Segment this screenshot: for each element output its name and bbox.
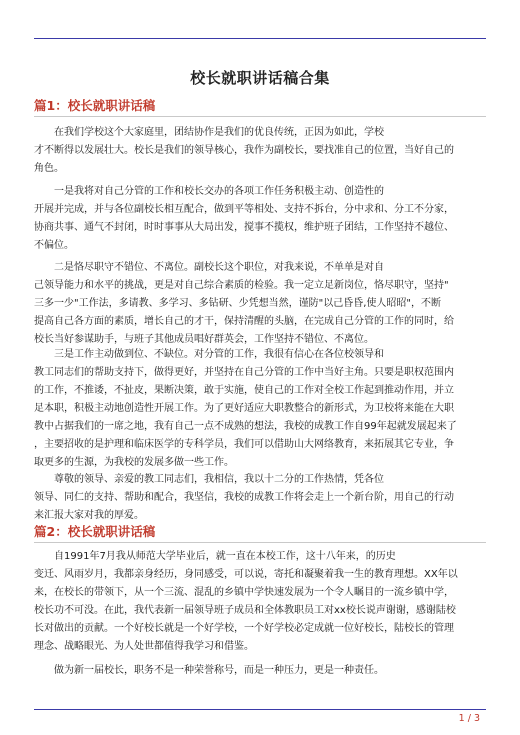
text-line: 开展并完成，并与各位副校长相互配合，做到平等相处、支持不拆台，分中求和、分工不分家， <box>34 204 454 215</box>
section-heading-1: 篇1：校长就职讲话稿 <box>34 96 486 117</box>
text-line: 尊敬的领导、亲爱的教工同志们，我相信，我以十二分的工作热情，凭各位 <box>54 474 384 485</box>
text-line: 取更多的生源，为我校的发展多做一些工作。 <box>34 457 234 468</box>
text-line: 领导、同仁的支持、帮助和配合，我坚信，我校的成教工作将会走上一个新台阶，用自己的行动 <box>34 492 454 503</box>
text-line: 来汇报大家对我的厚爱。 <box>34 510 144 521</box>
text-line: 协商共事、通气不封闭，时时事事从大局出发，搅事不揽权，维护班子团结，工作坚持不越位、 <box>34 222 454 233</box>
text-line: 校长功不可没。在此，我代表新一届领导班子成员和全体教职员工对xx校长说声谢谢，感谢陆校 <box>34 605 456 616</box>
text-line: 角色。 <box>34 163 64 174</box>
text-line: 才不断得以发展壮大。校长是我们的领导核心，我作为副校长，要找准自己的位置，当好自己的 <box>34 145 454 156</box>
document-title: 校长就职讲话稿合集 <box>190 69 330 87</box>
header-rule <box>34 38 486 39</box>
paragraph <box>34 124 486 178</box>
paragraph <box>34 183 486 255</box>
text-line: 长对做出的贡献。一个好校长就是一个好学校，一个好学校必定成就一位好校长，陆校长的管理 <box>34 623 454 634</box>
text-line: 教中占据我们的一席之地，我有自己一点不成熟的想法，我校的成教工作自99年起就发展起来了 <box>34 421 457 432</box>
text-line: 自1991年7月我从师范大学毕业后，就一直在本校工作，这十八年来，的历史 <box>54 551 396 562</box>
text-line: 校长当好参谋助手，与班子其他成员唱好群英会，工作坚持不错位、不离位。 <box>34 334 374 345</box>
text-line: 己领导能力和水平的挑战，更是对自己综合素质的检验。我一定立足新岗位，恪尽职守，坚持" <box>34 280 449 291</box>
text-line: 变迁、风雨岁月，我都亲身经历，身同感受，可以说，寄托和凝聚着我一生的教育理想。XX年以 <box>34 569 458 580</box>
paragraph <box>34 259 486 349</box>
text-line: 做为新一届校长，职务不是一种荣誉称号，而是一种压力，更是一种责任。 <box>54 665 384 676</box>
paragraph <box>34 471 486 525</box>
text-line: 三是工作主动做到位、不缺位。对分管的工作，我很有信心在各位校领导和 <box>54 349 384 360</box>
text-line: 一是我将对自己分管的工作和校长交办的各项工作任务积极主动、创造性的 <box>54 186 384 197</box>
text-line: 不偏位。 <box>34 240 74 251</box>
text-line: 三多一少"工作法，多请教、多学习、多钻研、少凭想当然，谨防"以己昏昏,使人昭昭"，不断 <box>34 298 441 309</box>
text-line: 理念、战略眼光、为人处世都值得我学习和借鉴。 <box>34 641 254 652</box>
text-line: ，主要招收的是护理和临床医学的专科学员，我们可以借助山大网络教育，来拓展其它专业，争 <box>34 439 454 450</box>
text-line: 足本职，积极主动地创造性开展工作。为了更好适应大职教整合的新形式，为卫校将来能在大职 <box>34 403 454 414</box>
text-line: 的工作，不推诿，不扯皮，果断决策，敢于实施，使自己的工作对全校工作起到推动作用，并立 <box>34 385 454 396</box>
text-line: 提高自己各方面的素质，增长自己的才干，保持清醒的头脑，在完成自己分管的工作的同时，给 <box>34 316 454 327</box>
text-line: 来，在校长的带领下，从一个三流、混乱的乡镇中学快速发展为一个令人瞩目的一流乡镇中学， <box>34 587 454 598</box>
text-line: 教工同志们的帮助支持下，做得更好，并坚持在自己分管的工作中当好主角。只要是职权范围内 <box>34 367 454 378</box>
paragraph <box>34 662 486 680</box>
footer-rule <box>34 709 486 710</box>
text-line: 二是恪尽职守不错位、不离位。副校长这个职位，对我来说，不单单是对自 <box>54 262 384 273</box>
paragraph <box>34 548 486 656</box>
paragraph <box>34 346 486 472</box>
section-heading-2: 篇2：校长就职讲话稿 <box>34 522 486 543</box>
text-line: 在我们学校这个大家庭里，团结协作是我们的优良传统，正因为如此，学校 <box>54 127 384 138</box>
page-number: 1 / 3 <box>458 713 480 724</box>
